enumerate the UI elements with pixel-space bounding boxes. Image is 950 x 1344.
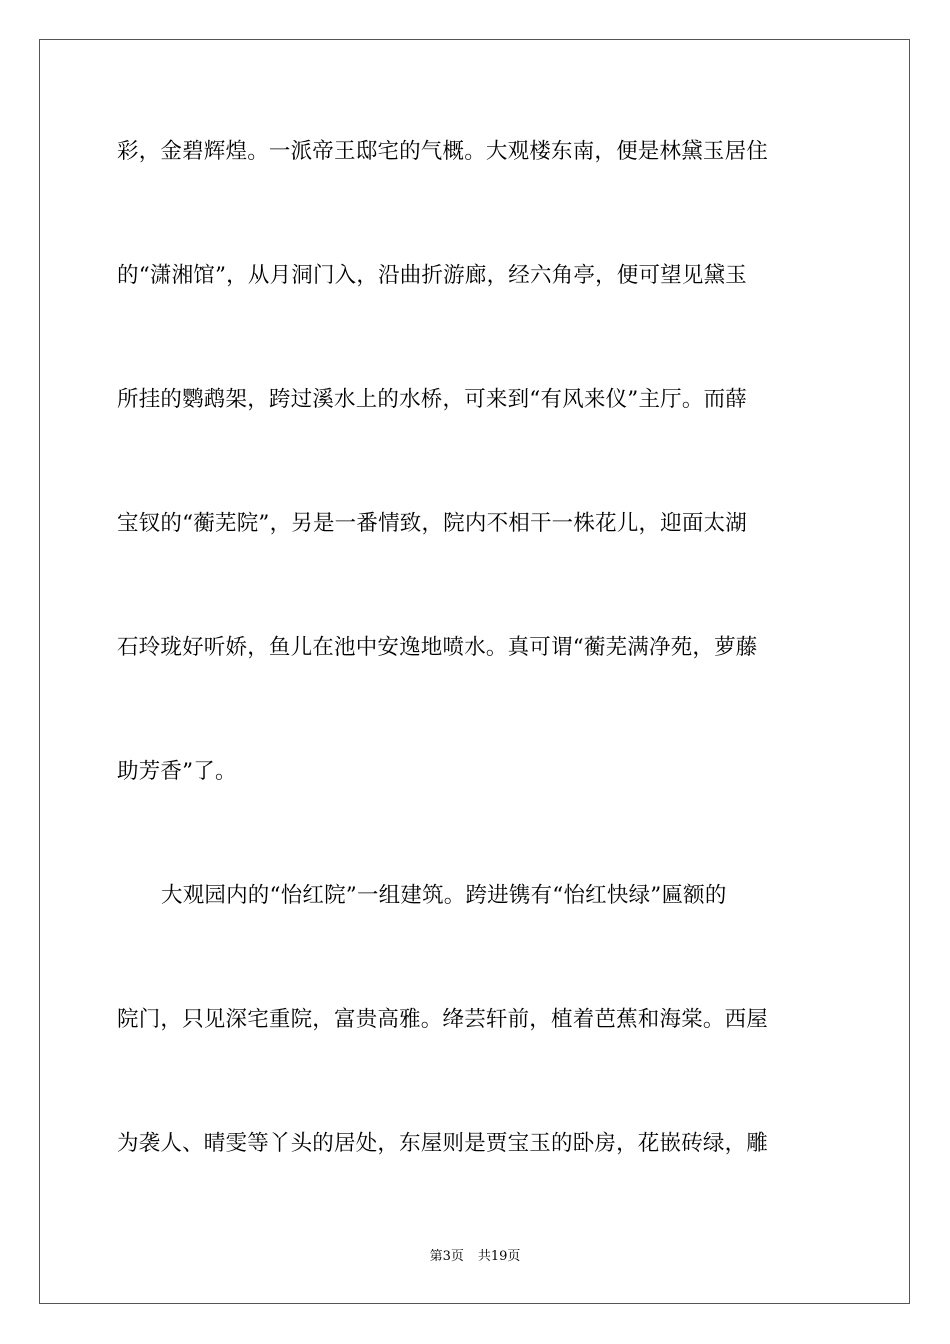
page-total: 共19页 xyxy=(477,1249,521,1264)
text-line-6: 助芳香”了。 xyxy=(117,759,237,784)
paragraph-start-line: 大观园内的“怡红院”一组建筑。跨进镌有“怡红快绿”匾额的 xyxy=(161,883,727,908)
text-line-2: 的“潇湘馆”，从月洞门入，沿曲折游廊，经六角亭，便可望见黛玉 xyxy=(117,263,747,288)
text-line-8: 院门，只见深宅重院，富贵高雅。绛芸轩前，植着芭蕉和海棠。西屋 xyxy=(117,1007,769,1032)
text-line-5: 石玲珑好听娇，鱼儿在池中安逸地喷水。真可谓“蘅芜满净苑，萝藤 xyxy=(117,635,758,660)
text-line-4: 宝钗的“蘅芜院”，另是一番情致，院内不相干一株花儿，迎面太湖 xyxy=(117,511,747,536)
text-line-9: 为袭人、晴雯等丫头的居处，东屋则是贾宝玉的卧房，花嵌砖绿，雕 xyxy=(117,1131,769,1156)
document-body xyxy=(117,128,837,1244)
text-line-1: 彩，金碧辉煌。一派帝王邸宅的气概。大观楼东南，便是林黛玉居住 xyxy=(117,139,769,164)
text-line-3: 所挂的鹦鹉架，跨过溪水上的水桥，可来到“有风来仪”主厅。而薛 xyxy=(117,387,747,412)
page-number: 第3页 xyxy=(429,1249,464,1264)
page-footer xyxy=(0,1247,950,1267)
